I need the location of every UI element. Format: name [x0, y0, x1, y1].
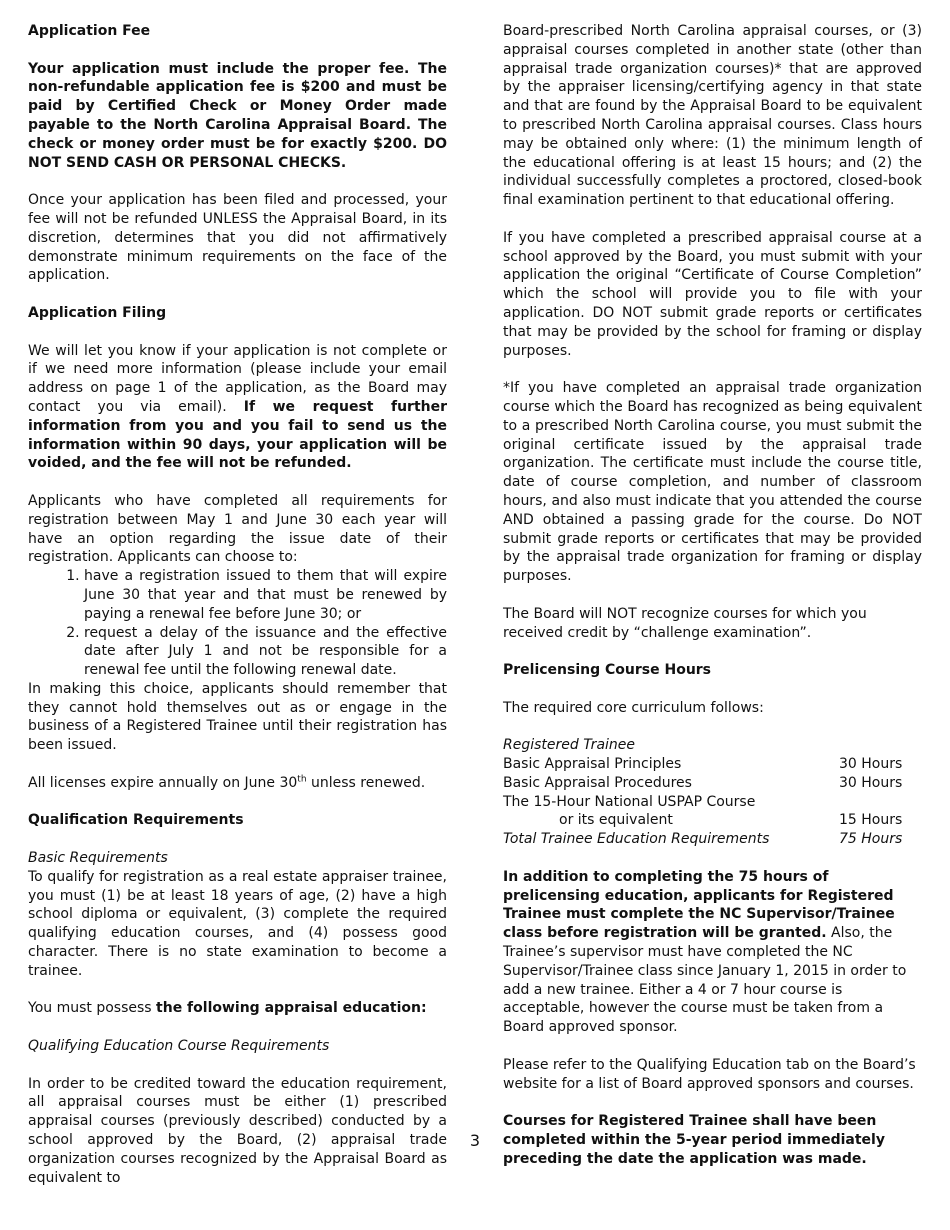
- registration-option-intro: Applicants who have completed all requirements for registration between May 1 and June 30 each year will have an option regarding the issue date of their registration. Applicants can choose to:: [28, 492, 447, 566]
- supervisor-class-text: Also, the Trainee’s supervisor must have completed the NC Supervisor/Trainee class since January 1, 2015 in order to add a new trainee. Either a 4 or 7 hour course is acceptable, however the course must be taken from a Board approved sponsor.: [503, 925, 907, 1036]
- course-hours: 15 Hours: [839, 812, 903, 829]
- qualification-heading: Qualification Requirements: [28, 812, 244, 829]
- trade-organization-paragraph: *If you have completed an appraisal trade organization course which the Board has recognized as being equivalent to a prescribed North Carolina course, you must submit the original certificate issued by the appraisal trade organization. The certificate must include the course title, date of course completion, and number of classroom hours, and also must indicate that you attended the course AND obtained a passing grade for the course. Do NOT submit grade reports or certificates that may be provided by the appraisal trade organization for framing or display purposes.: [503, 380, 922, 585]
- expiry-superscript: th: [297, 774, 307, 785]
- possess-bold-text: the following appraisal education:: [156, 1000, 427, 1017]
- filing-warning: If we request further information from you and you fail to send us the information within 90 days, your application will be voided, and the fee will not be refunded.: [28, 398, 448, 472]
- possess-text: You must possess: [28, 1000, 157, 1017]
- refer-paragraph: Please refer to the Qualifying Education tab on the Board’s website for a list of Board approved sponsors and courses.: [503, 1056, 916, 1092]
- application-filing-heading: Application Filing: [28, 304, 167, 321]
- application-fee-heading: Application Fee: [28, 23, 151, 39]
- qualifying-education-text: In order to be credited toward the education requirement, all appraisal courses must be either (1) prescribed appraisal courses (previously described) conducted by a school approved by the Board, (2) appraisal trade organization courses recognized by the Appraisal Board as equivalent to: [28, 1075, 447, 1186]
- table-row: [503, 755, 902, 774]
- challenge-exam-paragraph: The Board will NOT recognize courses for which you received credit by “challenge examination”.: [503, 605, 867, 641]
- five-year-paragraph: Courses for Registered Trainee shall have been completed within the 5-year period immediately preceding the date the application was made.: [503, 1113, 885, 1167]
- qualifying-education-label: Qualifying Education Course Requirements: [28, 1038, 330, 1055]
- course-name: Basic Appraisal Principles: [503, 756, 682, 773]
- list-item: 2. request a delay of the issuance and the effective date after July 1 and not be responsible for a renewal fee until the following renewal date.: [84, 624, 447, 680]
- supervisor-class-bold: In addition to completing the 75 hours of prelicensing education, applicants for Registered Trainee must complete the NC Supervisor/Trainee class before registration will be granted.: [503, 868, 895, 942]
- table-heading: Registered Trainee: [503, 737, 636, 754]
- basic-requirements-text: To qualify for registration as a real estate appraiser trainee, you must (1) be at least 18 years of age, (2) have a high school diploma or equivalent, (3) complete the required qualifying education courses, and (4) possess good character. There is no state examination to become a trainee.: [28, 868, 447, 979]
- filing-text: We will let you know if your application is not complete or if we need more information (please include your email address on page 1 of the application, as the Board may contact you via email).: [28, 342, 447, 415]
- left-column: [28, 22, 447, 1206]
- page-number: 3: [469, 1131, 481, 1150]
- basic-requirements-label: Basic Requirements: [28, 850, 168, 867]
- qualifying-education-continued: Board-prescribed North Carolina appraisal courses, or (3) appraisal courses completed in another state (other than appraisal trade organization courses)* that are approved by the appraiser licensing/certifying agency in that state and that are found by the Appraisal Board to be equivalent to prescribed North Carolina appraisal courses. Class hours may be obtained only where: (1) the minimum length of the educational offering is at least 15 hours; and (2) the individual successfully completes a proctored, closed-book final examination pertinent to that educational offering.: [503, 23, 922, 209]
- supervisor-class-paragraph: [503, 868, 922, 1037]
- curriculum-table: [503, 736, 902, 849]
- course-hours: 30 Hours: [839, 774, 903, 791]
- course-hours: 30 Hours: [839, 756, 903, 773]
- fee-refund-paragraph: Once your application has been filed and processed, your fee will not be refunded UNLESS the Appraisal Board, in its discretion, determines that you did not affirmatively demonstrate minimum requirements on the face of the application.: [28, 192, 447, 284]
- course-name-continued: or its equivalent: [559, 812, 673, 829]
- basic-requirements-block: [28, 849, 447, 981]
- possess-paragraph: [28, 999, 447, 1018]
- core-curriculum-intro: The required core curriculum follows:: [503, 699, 764, 716]
- list-item: 1. have a registration issued to them that will expire June 30 that year and that must be renewed by paying a renewal fee before June 30; or: [84, 567, 447, 623]
- total-label: Total Trainee Education Requirements: [503, 831, 770, 848]
- table-row: [503, 830, 902, 849]
- prelicensing-heading: Prelicensing Course Hours: [503, 662, 712, 679]
- table-row: [503, 811, 902, 830]
- application-fee-notice: Your application must include the proper fee. The non-refundable application fee is $200 and must be paid by Certified Check or Money Order made payable to the North Carolina Appraisal Board. The check or money order must be for exactly $200. DO NOT SEND CASH OR PERSONAL CHECKS.: [28, 60, 447, 171]
- application-filing-paragraph: [28, 342, 447, 474]
- registration-option-block: [28, 492, 447, 755]
- registration-option-outro: In making this choice, applicants should remember that they cannot hold themselves out as or engage in the business of a Registered Trainee until their registration has been issued.: [28, 680, 447, 754]
- course-name: Basic Appraisal Procedures: [503, 774, 692, 791]
- total-hours: 75 Hours: [839, 831, 903, 848]
- expiry-text: All licenses expire annually on June 30: [28, 774, 298, 791]
- table-row: [503, 736, 902, 755]
- registration-option-list: [28, 567, 447, 680]
- expiry-text-end: unless renewed.: [306, 774, 426, 791]
- table-row: [503, 774, 902, 793]
- certificate-paragraph: If you have completed a prescribed appraisal course at a school approved by the Board, you must submit with your application the original “Certificate of Course Completion” which the school will provide you to file with your application. DO NOT submit grade reports or certificates that may be provided by the school for framing or display purposes.: [503, 229, 922, 359]
- license-expiry-paragraph: [28, 774, 447, 793]
- course-name: The 15-Hour National USPAP Course: [503, 793, 756, 810]
- right-column: [503, 22, 922, 1187]
- table-row: [503, 793, 902, 812]
